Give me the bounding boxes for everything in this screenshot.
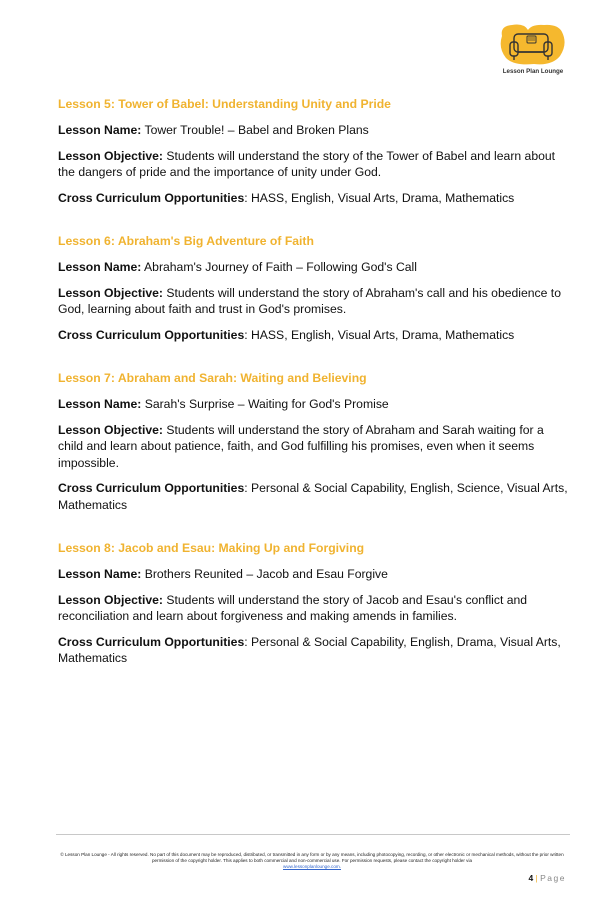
footer-copyright — [60, 852, 564, 871]
cross-curriculum-value: Personal & Social Capability, English, Science, Visual Arts, Mathematics — [58, 481, 568, 512]
lesson-objective — [58, 592, 568, 625]
page-word: Page — [540, 873, 566, 883]
cross-curriculum: Cross Curriculum Opportunities: Personal & Social Capability, English, Science, Visual Arts, Mathematics — [58, 481, 568, 512]
cross-curriculum-label: Cross Curriculum Opportunities — [58, 327, 245, 342]
lesson-name-value: Abraham's Journey of Faith – Following God's Call — [144, 260, 417, 274]
copyright-text: © Lesson Plan Lounge - All rights reserved. No part of this document may be reproduced, distributed, or transmitted in any form or by any means, including photocopying, recording, or other electronic or mechanical methods, without the prior written permission of the copyright holder. This applies to both commercial and non-commercial use. For permission requests, please contact the copyright holder via — [60, 852, 564, 864]
lesson-objective — [58, 148, 568, 181]
lesson-objective — [58, 422, 568, 472]
lesson-name-label: Lesson Name: — [58, 567, 142, 581]
lesson-objective-label: Lesson Objective: — [58, 422, 163, 437]
lesson-objective-value: Students will understand the story of Abraham's call and his obedience to God, learning about faith and trust in God's promises. — [58, 285, 561, 316]
lesson-name — [58, 396, 568, 413]
cross-curriculum-value: HASS, English, Visual Arts, Drama, Mathematics — [251, 327, 515, 342]
lesson-list — [58, 96, 568, 694]
lesson-8 — [58, 540, 568, 667]
logo — [498, 22, 568, 80]
cross-curriculum: Cross Curriculum Opportunities: Personal & Social Capability, English, Drama, Visual Arts, Mathematics — [58, 634, 561, 665]
website-link[interactable]: www.lessonplanlounge.com. — [283, 864, 341, 870]
lesson-objective-value: Students will understand the story of the Tower of Babel and learn about the dangers of pride and the importance of unity under God. — [58, 148, 556, 179]
lesson-objective-value: Students will understand the story of Abraham and Sarah waiting for a child and learn about patience, faith, and God fulfilling his promises, even when it seems impossible. — [58, 422, 544, 470]
lesson-objective-value: Students will understand the story of Jacob and Esau's conflict and reconciliation and learn about forgiveness and making amends in families. — [58, 592, 528, 623]
lesson-name — [58, 122, 568, 139]
lesson-objective-label: Lesson Objective: — [58, 148, 163, 163]
lesson-title: Lesson 6: Abraham's Big Adventure of Faith — [58, 234, 314, 248]
lesson-title: Lesson 8: Jacob and Esau: Making Up and Forgiving — [58, 541, 365, 555]
cross-curriculum: Cross Curriculum Opportunities: HASS, English, Visual Arts, Drama, Mathematics — [58, 327, 515, 342]
lesson-name-label: Lesson Name: — [58, 260, 142, 274]
lesson-name-value: Sarah's Surprise – Waiting for God's Promise — [144, 397, 389, 411]
armchair-icon — [498, 22, 568, 68]
lesson-name-label: Lesson Name: — [58, 123, 142, 137]
footer-divider — [56, 834, 570, 835]
lesson-name — [58, 259, 568, 276]
cross-curriculum-label: Cross Curriculum Opportunities — [58, 190, 245, 205]
cross-curriculum-value: HASS, English, Visual Arts, Drama, Mathematics — [251, 190, 515, 205]
lesson-5 — [58, 96, 568, 206]
lesson-title: Lesson 7: Abraham and Sarah: Waiting and Believing — [58, 371, 367, 385]
cross-curriculum-label: Cross Curriculum Opportunities — [58, 634, 245, 649]
logo-text: Lesson Plan Lounge — [502, 68, 564, 75]
lesson-name — [58, 566, 568, 583]
cross-curriculum-value: Personal & Social Capability, English, Drama, Visual Arts, Mathematics — [58, 634, 561, 665]
lesson-name-label: Lesson Name: — [58, 397, 142, 411]
lesson-7 — [58, 370, 568, 513]
page-separator: | — [535, 873, 538, 883]
lesson-objective-label: Lesson Objective: — [58, 285, 163, 300]
lesson-objective — [58, 285, 568, 318]
lesson-objective-label: Lesson Objective: — [58, 592, 163, 607]
lesson-title: Lesson 5: Tower of Babel: Understanding Unity and Pride — [58, 97, 391, 111]
lesson-name-value: Tower Trouble! – Babel and Broken Plans — [144, 123, 369, 137]
cross-curriculum: Cross Curriculum Opportunities: HASS, English, Visual Arts, Drama, Mathematics — [58, 190, 515, 205]
lesson-6 — [58, 233, 568, 343]
page-number-value: 4 — [528, 873, 534, 883]
page-number — [470, 873, 566, 883]
cross-curriculum-label: Cross Curriculum Opportunities — [58, 481, 245, 495]
lesson-name-value: Brothers Reunited – Jacob and Esau Forgive — [144, 567, 388, 581]
